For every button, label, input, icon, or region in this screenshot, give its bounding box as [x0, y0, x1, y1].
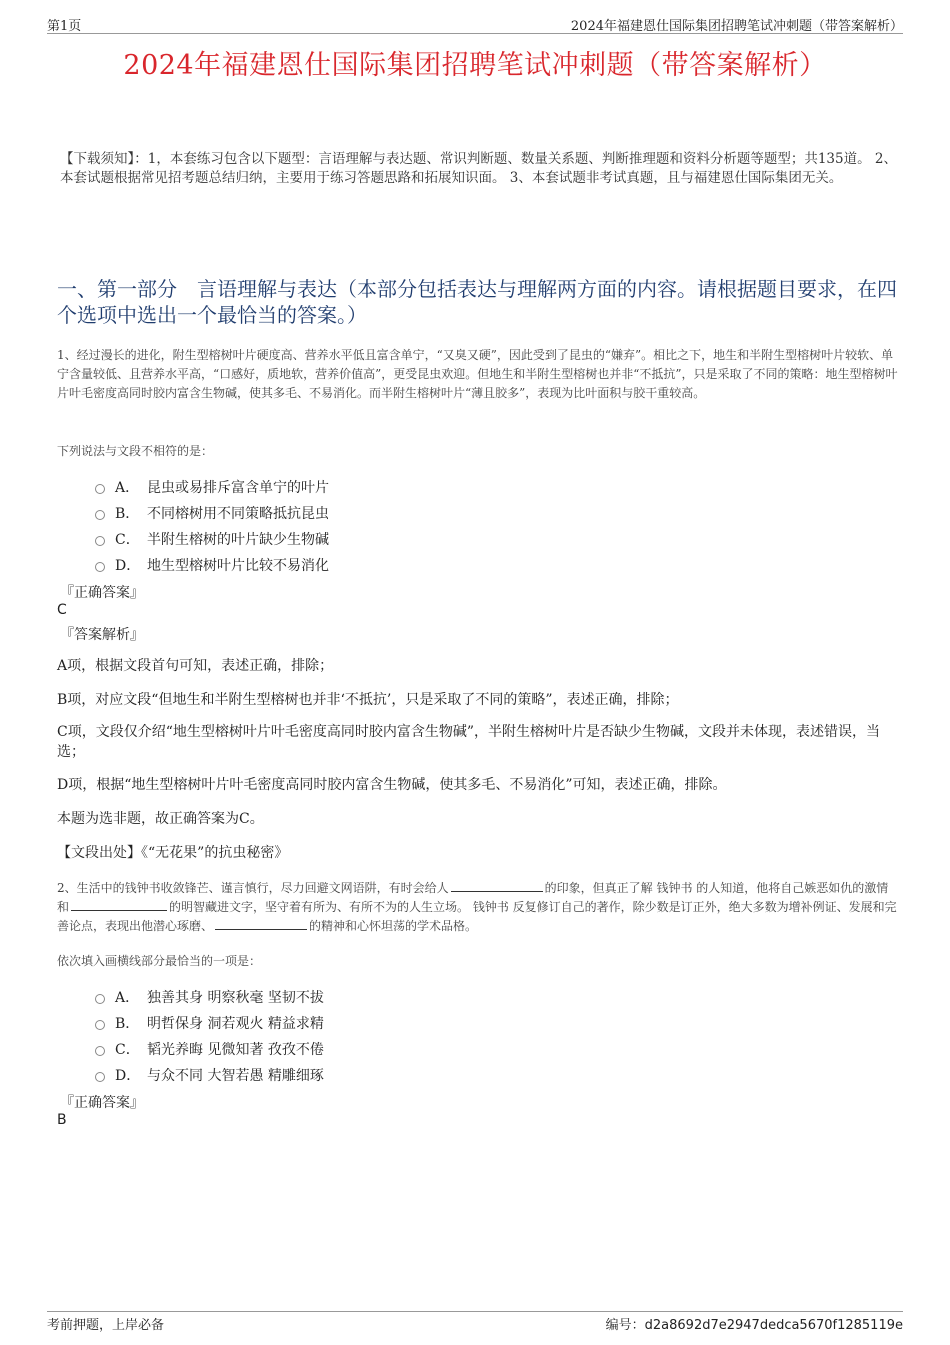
question-2-option-a[interactable]: A． 独善其身 明察秋毫 坚韧不拔: [95, 987, 324, 1007]
question-1-option-a[interactable]: A． 昆虫或易排斥富含单宁的叶片: [95, 477, 329, 497]
question-2-option-c[interactable]: C． 韬光养晦 见微知著 孜孜不倦: [95, 1039, 324, 1059]
section-heading: 一、第一部分 言语理解与表达（本部分包括表达与理解两方面的内容。请根据题目要求，在四个选项中选出一个最恰当的答案。）: [57, 277, 897, 327]
page-title: 2024年福建恩仕国际集团招聘笔试冲刺题（带答案解析）: [123, 50, 827, 81]
question-2-answer: B: [57, 1112, 67, 1128]
header-doc-title: 2024年福建恩仕国际集团招聘笔试冲刺题（带答案解析）: [570, 19, 903, 34]
radio-icon[interactable]: [95, 1046, 105, 1056]
question-1-option-b[interactable]: B． 不同榕树用不同策略抵抗昆虫: [95, 503, 329, 523]
radio-icon[interactable]: [95, 1072, 105, 1082]
analysis-item-c: C项，文段仅介绍“地生型榕树叶片叶毛密度高同时胶内富含生物碱”，半附生榕树叶片是否缺少生物碱，文段并未体现，表述错误，当选；: [57, 724, 881, 760]
radio-icon[interactable]: [95, 994, 105, 1004]
analysis-item-d: D项，根据“地生型榕树叶片叶毛密度高同时胶内富含生物碱，使其多毛、不易消化”可知，表述正确，排除。: [57, 777, 727, 793]
question-1-prompt: 下列说法与文段不相符的是：: [57, 444, 214, 458]
analysis-item-a: A项，根据文段首句可知，表述正确，排除；: [57, 658, 334, 674]
question-2-option-b[interactable]: B． 明哲保身 洞若观火 精益求精: [95, 1013, 324, 1033]
radio-icon[interactable]: [95, 1020, 105, 1030]
question-1-answer-label: 『正确答案』: [60, 585, 144, 601]
question-1-text: 1、经过漫长的进化，附生型榕树叶片硬度高、营养水平低且富含单宁，“又臭又硬”，因此受到了昆虫的“嫌弃”。相比之下，地生和半附生型榕树叶片较软、单宁含量较低、且营养水平高，“口感好，质地软，营养价值高”，更受昆虫欢迎。但地生和半附生型榕树也并非“不抵抗”，只是采取了不同的策略：地生型榕树叶片叶毛密度高同时胶内富含生物碱，使其多毛、不易消化。而半附生榕树叶片“薄且胶多”，表现为比叶面积与胶干重较高。: [57, 348, 898, 400]
page-number: 第1页: [47, 19, 82, 34]
radio-icon[interactable]: [95, 510, 105, 520]
question-1-option-c[interactable]: C． 半附生榕树的叶片缺少生物碱: [95, 529, 329, 549]
analysis-conclusion: 本题为选非题，故正确答案为C。: [57, 811, 264, 827]
question-2-text: 2、生活中的钱钟书收敛锋芒、谨言慎行，尽力回避文网语阱，有时会给人 的印象，但真正了解 钱钟书 的人知道，他将自己嫉恶如仇的激情和 的明智藏进文字，坚守着有所为、有所不为的人生立场。 钱钟书 反复修订自己的著作，除少数是订正外，绝大多数为增补例证、发展和完善论点，表现出他潜心琢磨、 的精神和心怀坦荡的学术品格。: [57, 881, 897, 933]
question-2-prompt: 依次填入画横线部分最恰当的一项是：: [57, 954, 262, 968]
radio-icon[interactable]: [95, 536, 105, 546]
radio-icon[interactable]: [95, 562, 105, 572]
radio-icon[interactable]: [95, 484, 105, 494]
question-1-analysis-label: 『答案解析』: [60, 627, 144, 643]
blank-2[interactable]: [71, 898, 167, 911]
analysis-item-b: B项，对应文段“但地生和半附生型榕树也并非‘不抵抗’，只是采取了不同的策略”，表述正确，排除；: [57, 692, 679, 708]
header-divider: [47, 33, 903, 34]
question-2-option-d[interactable]: D． 与众不同 大智若愚 精雕细琢: [95, 1065, 324, 1085]
question-2-answer-label: 『正确答案』: [60, 1095, 144, 1111]
question-1-answer: C: [57, 602, 67, 618]
analysis-source: 【文段出处】《“无花果”的抗虫秘密》: [57, 845, 289, 861]
question-1-option-d[interactable]: D． 地生型榕树叶片比较不易消化: [95, 555, 329, 575]
blank-1[interactable]: [451, 879, 543, 892]
footer-divider: [47, 1311, 903, 1312]
blank-3[interactable]: [215, 917, 307, 930]
footer-code: 编号：d2a8692d7e2947dedca5670f1285119e: [605, 1318, 903, 1333]
download-notice: 【下载须知】：1，本套练习包含以下题型：言语理解与表达题、常识判断题、数量关系题、判断推理题和资料分析题等题型；共135道。 2、本套试题根据常见招考题总结归纳，主要用于练习答题思路和拓展知识面。 3、本套试题非考试真题，且与福建恩仕国际集团无关。: [60, 151, 897, 186]
footer-slogan: 考前押题，上岸必备: [47, 1318, 165, 1333]
